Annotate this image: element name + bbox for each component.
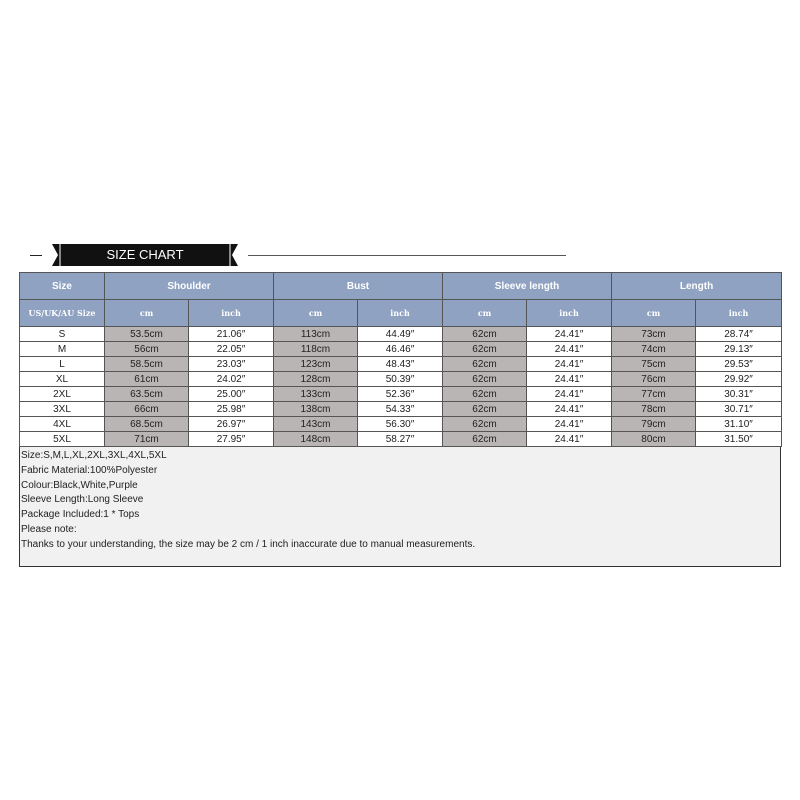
table-cell: 48.43″ — [358, 357, 443, 372]
note-colour: Colour:Black,White,Purple — [21, 479, 138, 491]
table-cell: 31.10″ — [696, 417, 782, 432]
size-cell: 2XL — [20, 387, 105, 402]
table-cell: 77cm — [612, 387, 696, 402]
table-cell: 21.06″ — [189, 327, 274, 342]
size-cell: 5XL — [20, 432, 105, 447]
size-cell: 3XL — [20, 402, 105, 417]
table-cell: 133cm — [274, 387, 358, 402]
size-cell: L — [20, 357, 105, 372]
table-cell: 24.41″ — [527, 372, 612, 387]
table-row — [20, 417, 782, 432]
group-header-row — [20, 273, 782, 300]
size-cell: M — [20, 342, 105, 357]
size-chart-title: SIZE CHART — [106, 247, 184, 262]
table-cell: 56cm — [105, 342, 189, 357]
table-cell: 76cm — [612, 372, 696, 387]
table-cell: 74cm — [612, 342, 696, 357]
table-cell: 56.30″ — [358, 417, 443, 432]
table-cell: 68.5cm — [105, 417, 189, 432]
table-cell: 54.33″ — [358, 402, 443, 417]
table-cell: 71cm — [105, 432, 189, 447]
subheader-shoulder-cm: cm — [105, 300, 189, 327]
table-row — [20, 357, 782, 372]
table-row — [20, 432, 782, 447]
table-cell: 31.50″ — [696, 432, 782, 447]
subheader-shoulder-inch: inch — [189, 300, 274, 327]
subheader-bust-inch: inch — [358, 300, 443, 327]
table-cell: 24.41″ — [527, 417, 612, 432]
table-cell: 24.41″ — [527, 387, 612, 402]
note-fabric: Fabric Material:100%Polyester — [21, 464, 158, 476]
table-cell: 29.92″ — [696, 372, 782, 387]
table-cell: 22.05″ — [189, 342, 274, 357]
table-row — [20, 372, 782, 387]
subheader-sleeve-inch: inch — [527, 300, 612, 327]
table-cell: 29.53″ — [696, 357, 782, 372]
note-please-note: Please note: — [21, 523, 77, 535]
table-cell: 62cm — [443, 342, 527, 357]
note-sleeve: Sleeve Length:Long Sleeve — [21, 494, 144, 506]
subheader-region-size: US/UK/AU Size — [20, 300, 105, 327]
table-row — [20, 327, 782, 342]
header-shoulder: Shoulder — [105, 273, 274, 300]
table-row — [20, 402, 782, 417]
table-cell: 25.98″ — [189, 402, 274, 417]
table-cell: 62cm — [443, 402, 527, 417]
header-bust: Bust — [274, 273, 443, 300]
table-cell: 26.97″ — [189, 417, 274, 432]
header-sleeve-length: Sleeve length — [443, 273, 612, 300]
table-cell: 118cm — [274, 342, 358, 357]
table-cell: 61cm — [105, 372, 189, 387]
table-cell: 58.5cm — [105, 357, 189, 372]
table-cell: 27.95″ — [189, 432, 274, 447]
table-cell: 143cm — [274, 417, 358, 432]
table-cell: 24.41″ — [527, 327, 612, 342]
table-cell: 73cm — [612, 327, 696, 342]
subheader-length-cm: cm — [612, 300, 696, 327]
note-disclaimer: Thanks to your understanding, the size may be 2 cm / 1 inch inaccurate due to manual measurements. — [21, 538, 476, 550]
size-chart-banner — [0, 240, 800, 272]
size-chart-panel — [19, 272, 781, 567]
banner-rule — [248, 255, 566, 256]
table-cell: 24.41″ — [527, 357, 612, 372]
table-cell: 50.39″ — [358, 372, 443, 387]
size-cell: XL — [20, 372, 105, 387]
table-cell: 23.03″ — [189, 357, 274, 372]
table-cell: 128cm — [274, 372, 358, 387]
table-cell: 44.49″ — [358, 327, 443, 342]
table-cell: 28.74″ — [696, 327, 782, 342]
table-cell: 62cm — [443, 327, 527, 342]
table-cell: 24.41″ — [527, 432, 612, 447]
table-cell: 30.71″ — [696, 402, 782, 417]
table-cell: 78cm — [612, 402, 696, 417]
table-cell: 25.00″ — [189, 387, 274, 402]
table-cell: 66cm — [105, 402, 189, 417]
table-cell: 80cm — [612, 432, 696, 447]
note-sizes: Size:S,M,L,XL,2XL,3XL,4XL,5XL — [21, 450, 167, 461]
table-row — [20, 387, 782, 402]
product-notes — [21, 449, 475, 553]
subheader-length-inch: inch — [696, 300, 782, 327]
table-cell: 46.46″ — [358, 342, 443, 357]
table-cell: 29.13″ — [696, 342, 782, 357]
size-cell: S — [20, 327, 105, 342]
note-package: Package Included:1 * Tops — [21, 509, 140, 521]
table-cell: 63.5cm — [105, 387, 189, 402]
table-cell: 62cm — [443, 372, 527, 387]
table-cell: 24.41″ — [527, 342, 612, 357]
table-cell: 123cm — [274, 357, 358, 372]
size-cell: 4XL — [20, 417, 105, 432]
banner-dash — [30, 255, 42, 256]
size-table — [19, 272, 782, 447]
table-cell: 52.36″ — [358, 387, 443, 402]
table-cell: 138cm — [274, 402, 358, 417]
table-cell: 58.27″ — [358, 432, 443, 447]
size-chart-tag — [52, 244, 238, 266]
table-row — [20, 342, 782, 357]
table-cell: 62cm — [443, 417, 527, 432]
table-cell: 79cm — [612, 417, 696, 432]
table-cell: 24.41″ — [527, 402, 612, 417]
table-cell: 53.5cm — [105, 327, 189, 342]
table-cell: 62cm — [443, 387, 527, 402]
table-cell: 24.02″ — [189, 372, 274, 387]
table-cell: 30.31″ — [696, 387, 782, 402]
header-size: Size — [20, 273, 105, 300]
header-length: Length — [612, 273, 782, 300]
subheader-sleeve-cm: cm — [443, 300, 527, 327]
subheader-bust-cm: cm — [274, 300, 358, 327]
table-cell: 75cm — [612, 357, 696, 372]
table-cell: 113cm — [274, 327, 358, 342]
table-cell: 148cm — [274, 432, 358, 447]
table-cell: 62cm — [443, 357, 527, 372]
table-cell: 62cm — [443, 432, 527, 447]
unit-header-row — [20, 300, 782, 327]
